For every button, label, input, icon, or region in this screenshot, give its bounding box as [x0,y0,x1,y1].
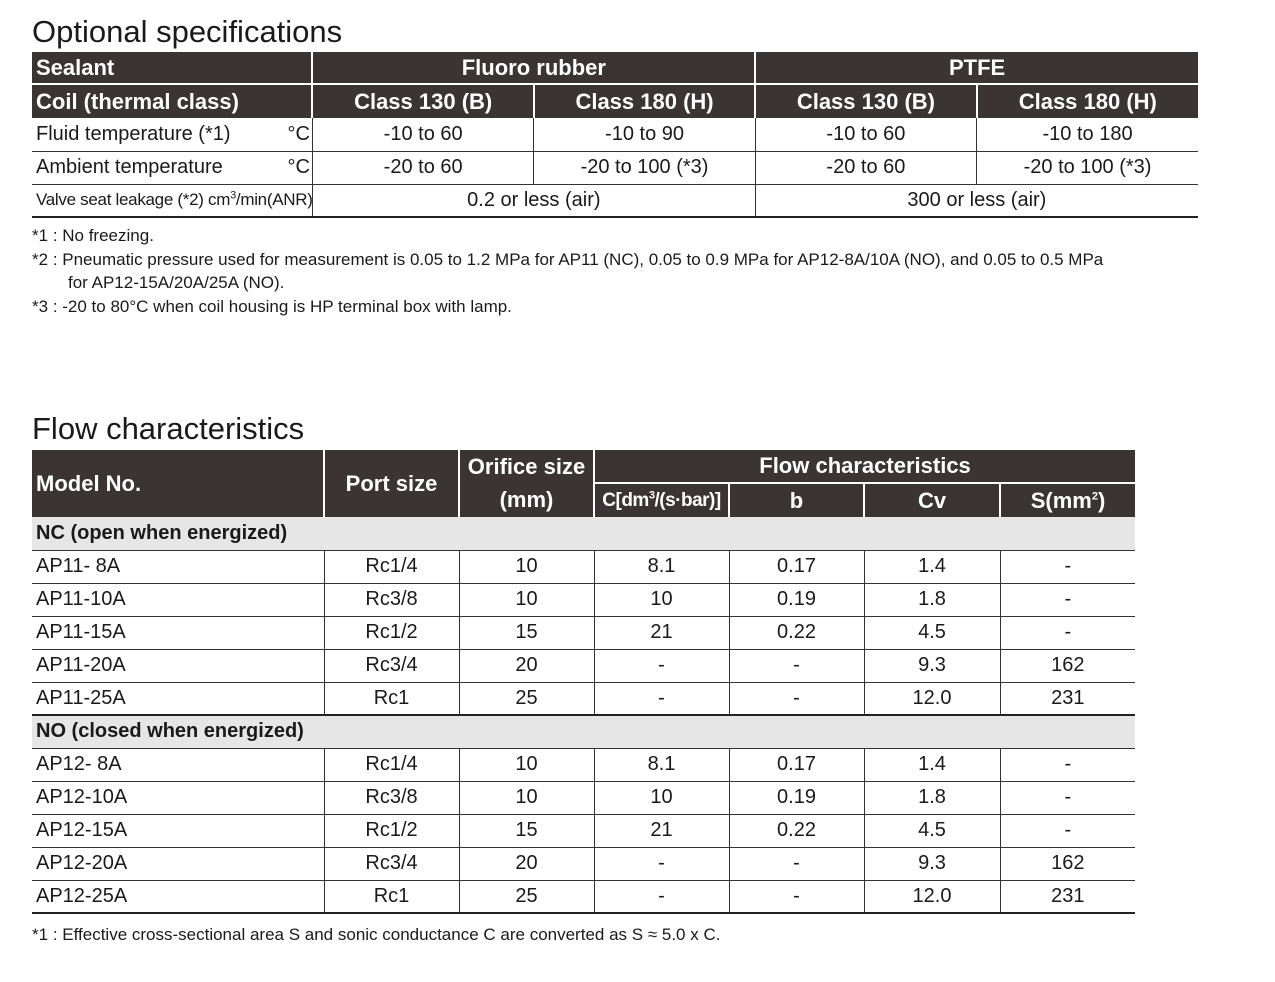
cell-b: - [729,682,864,715]
header-c [594,483,729,517]
group-label: NC (open when energized) [32,517,1135,550]
header-flow: Flow characteristics [594,450,1135,483]
cell-port: Rc1/2 [324,616,459,649]
cell-port: Rc3/4 [324,649,459,682]
ambient-temp-unit: °C [287,156,310,178]
cell-orifice: 15 [459,814,594,847]
table-row [32,781,1135,814]
coil-label: Coil (thermal class) [32,84,312,118]
cell-model: AP11- 8A [32,550,324,583]
cell-b: 0.19 [729,583,864,616]
table-row [32,649,1135,682]
optional-note-2 [32,248,1232,294]
group-label: NO (closed when energized) [32,715,1135,748]
leakage-text-a: Valve seat leakage (*2) cm [36,190,231,210]
cell-model: AP11-10A [32,583,324,616]
cell-c: - [594,880,729,913]
cell-orifice: 20 [459,649,594,682]
cell-c: 21 [594,616,729,649]
ambient-temp-text: Ambient temperature [36,156,223,178]
flow-table [32,450,1135,914]
cell-b: - [729,847,864,880]
optional-specs-table [32,52,1198,218]
leakage-sup: 3 [230,189,236,202]
cell-orifice: 10 [459,748,594,781]
sealant-label: Sealant [32,52,312,84]
cell-b: - [729,880,864,913]
cell-s: - [1000,814,1135,847]
header-b: b [729,483,864,517]
cell-orifice: 10 [459,583,594,616]
cell-b: 0.17 [729,550,864,583]
cell-c: 10 [594,583,729,616]
cell-model: AP11-25A [32,682,324,715]
note-text: : -20 to 80°C when coil housing is HP terminal box with lamp. [52,297,512,316]
note-text-cont: for AP12-15A/20A/25A (NO). [68,273,285,292]
note-text: : Effective cross-sectional area S and sonic conductance C are converted as S ≈ 5.0 x C. [52,925,721,944]
cell-orifice: 25 [459,682,594,715]
cell-cv: 12.0 [864,880,1000,913]
cell-model: AP11-20A [32,649,324,682]
header-model: Model No. [32,450,324,517]
cell-s: 162 [1000,847,1135,880]
cell-port: Rc3/8 [324,781,459,814]
cell-orifice: 10 [459,550,594,583]
header-c-sup: 3 [648,489,655,502]
cell-orifice: 15 [459,616,594,649]
group-row [32,517,1135,550]
cell-s: 162 [1000,649,1135,682]
cell-c: - [594,649,729,682]
table-row [32,682,1135,715]
fluid-temp-unit: °C [287,122,310,145]
cell-model: AP11-15A [32,616,324,649]
header-s-b: ) [1097,487,1106,513]
optional-note-3 [32,295,512,318]
cell-c: 21 [594,814,729,847]
ambient-temp-value: -20 to 60 [755,151,976,184]
cell-cv: 1.4 [864,748,1000,781]
cell-model: AP12-10A [32,781,324,814]
sealant-fluoro: Fluoro rubber [312,52,755,84]
sealant-ptfe: PTFE [755,52,1198,84]
ambient-temp-value: -20 to 100 (*3) [1023,156,1152,178]
table-row [32,748,1135,781]
note-mark: *3 [32,297,49,316]
flow-note-1 [32,923,720,946]
cell-c: - [594,682,729,715]
fluid-temp-value: -10 to 180 [1042,122,1133,145]
cell-model: AP12-25A [32,880,324,913]
cell-s: 231 [1000,682,1135,715]
leakage-fluoro: 0.2 or less (air) [312,184,755,217]
table-row [32,616,1135,649]
cell-s: - [1000,550,1135,583]
header-s-sup: 2 [1091,490,1098,503]
cell-s: - [1000,583,1135,616]
cell-cv: 12.0 [864,682,1000,715]
coil-class: Class 130 (B) [312,84,533,118]
fluid-temp-value: -10 to 90 [534,118,755,151]
table-row [32,880,1135,913]
note-text: : Pneumatic pressure used for measurement is 0.05 to 1.2 MPa for AP11 (NC), 0.05 to 0.9 MPa for AP12-8A/10A (NO), and 0.05 to 0.5 MPa [52,250,1104,269]
cell-s: - [1000,748,1135,781]
group-row [32,715,1135,748]
fluid-temp-value: -10 to 60 [312,118,533,151]
cell-port: Rc1/4 [324,748,459,781]
ambient-temp-value: -20 to 100 (*3) [534,151,755,184]
cell-c: - [594,847,729,880]
cell-model: AP12-15A [32,814,324,847]
cell-port: Rc1/2 [324,814,459,847]
cell-b: 0.17 [729,748,864,781]
header-c-a: C[dm [602,489,649,511]
header-orifice-2: (mm) [459,483,594,517]
cell-port: Rc3/8 [324,583,459,616]
header-s-a: S(mm [1030,487,1092,513]
note-mark: *1 [32,226,49,245]
fluid-temp-label [32,118,312,151]
cell-cv: 1.8 [864,781,1000,814]
flow-title: Flow characteristics [32,411,305,446]
cell-orifice: 25 [459,880,594,913]
cell-cv: 9.3 [864,649,1000,682]
header-cv: Cv [864,483,1000,517]
cell-cv: 1.4 [864,550,1000,583]
cell-orifice: 20 [459,847,594,880]
coil-class: Class 130 (B) [755,84,976,118]
table-row [32,847,1135,880]
header-port: Port size [324,450,459,517]
ambient-temp-label [32,151,312,184]
fluid-temp-value: -10 to 60 [755,118,976,151]
leakage-text-b: /min(ANR) [235,190,313,210]
cell-b: 0.22 [729,616,864,649]
leakage-label [32,184,312,217]
cell-port: Rc1 [324,880,459,913]
ambient-temp-value: -20 to 60 [312,151,533,184]
header-s [1000,483,1135,517]
cell-port: Rc1/4 [324,550,459,583]
cell-orifice: 10 [459,781,594,814]
cell-c: 10 [594,781,729,814]
cell-model: AP12- 8A [32,748,324,781]
cell-cv: 4.5 [864,616,1000,649]
cell-cv: 1.8 [864,583,1000,616]
cell-s: - [1000,616,1135,649]
cell-c: 8.1 [594,748,729,781]
cell-port: Rc1 [324,682,459,715]
table-row [32,550,1135,583]
optional-specs-title: Optional specifications [32,14,343,49]
cell-cv: 9.3 [864,847,1000,880]
cell-b: - [729,649,864,682]
table-row [32,583,1135,616]
coil-class: Class 180 (H) [977,84,1198,118]
header-c-b: /(s·bar)] [654,489,721,511]
cell-s: 231 [1000,880,1135,913]
cell-model: AP12-20A [32,847,324,880]
fluid-temp-text: Fluid temperature (*1) [36,122,231,145]
cell-b: 0.19 [729,781,864,814]
cell-c: 8.1 [594,550,729,583]
note-text: : No freezing. [52,226,154,245]
coil-class: Class 180 (H) [534,84,755,118]
optional-note-1 [32,224,154,247]
table-row [32,814,1135,847]
cell-port: Rc3/4 [324,847,459,880]
note-mark: *2 [32,250,49,269]
cell-cv: 4.5 [864,814,1000,847]
cell-b: 0.22 [729,814,864,847]
cell-s: - [1000,781,1135,814]
note-mark: *1 [32,925,49,944]
header-orifice-1: Orifice size [459,450,594,483]
leakage-ptfe: 300 or less (air) [907,188,1047,211]
